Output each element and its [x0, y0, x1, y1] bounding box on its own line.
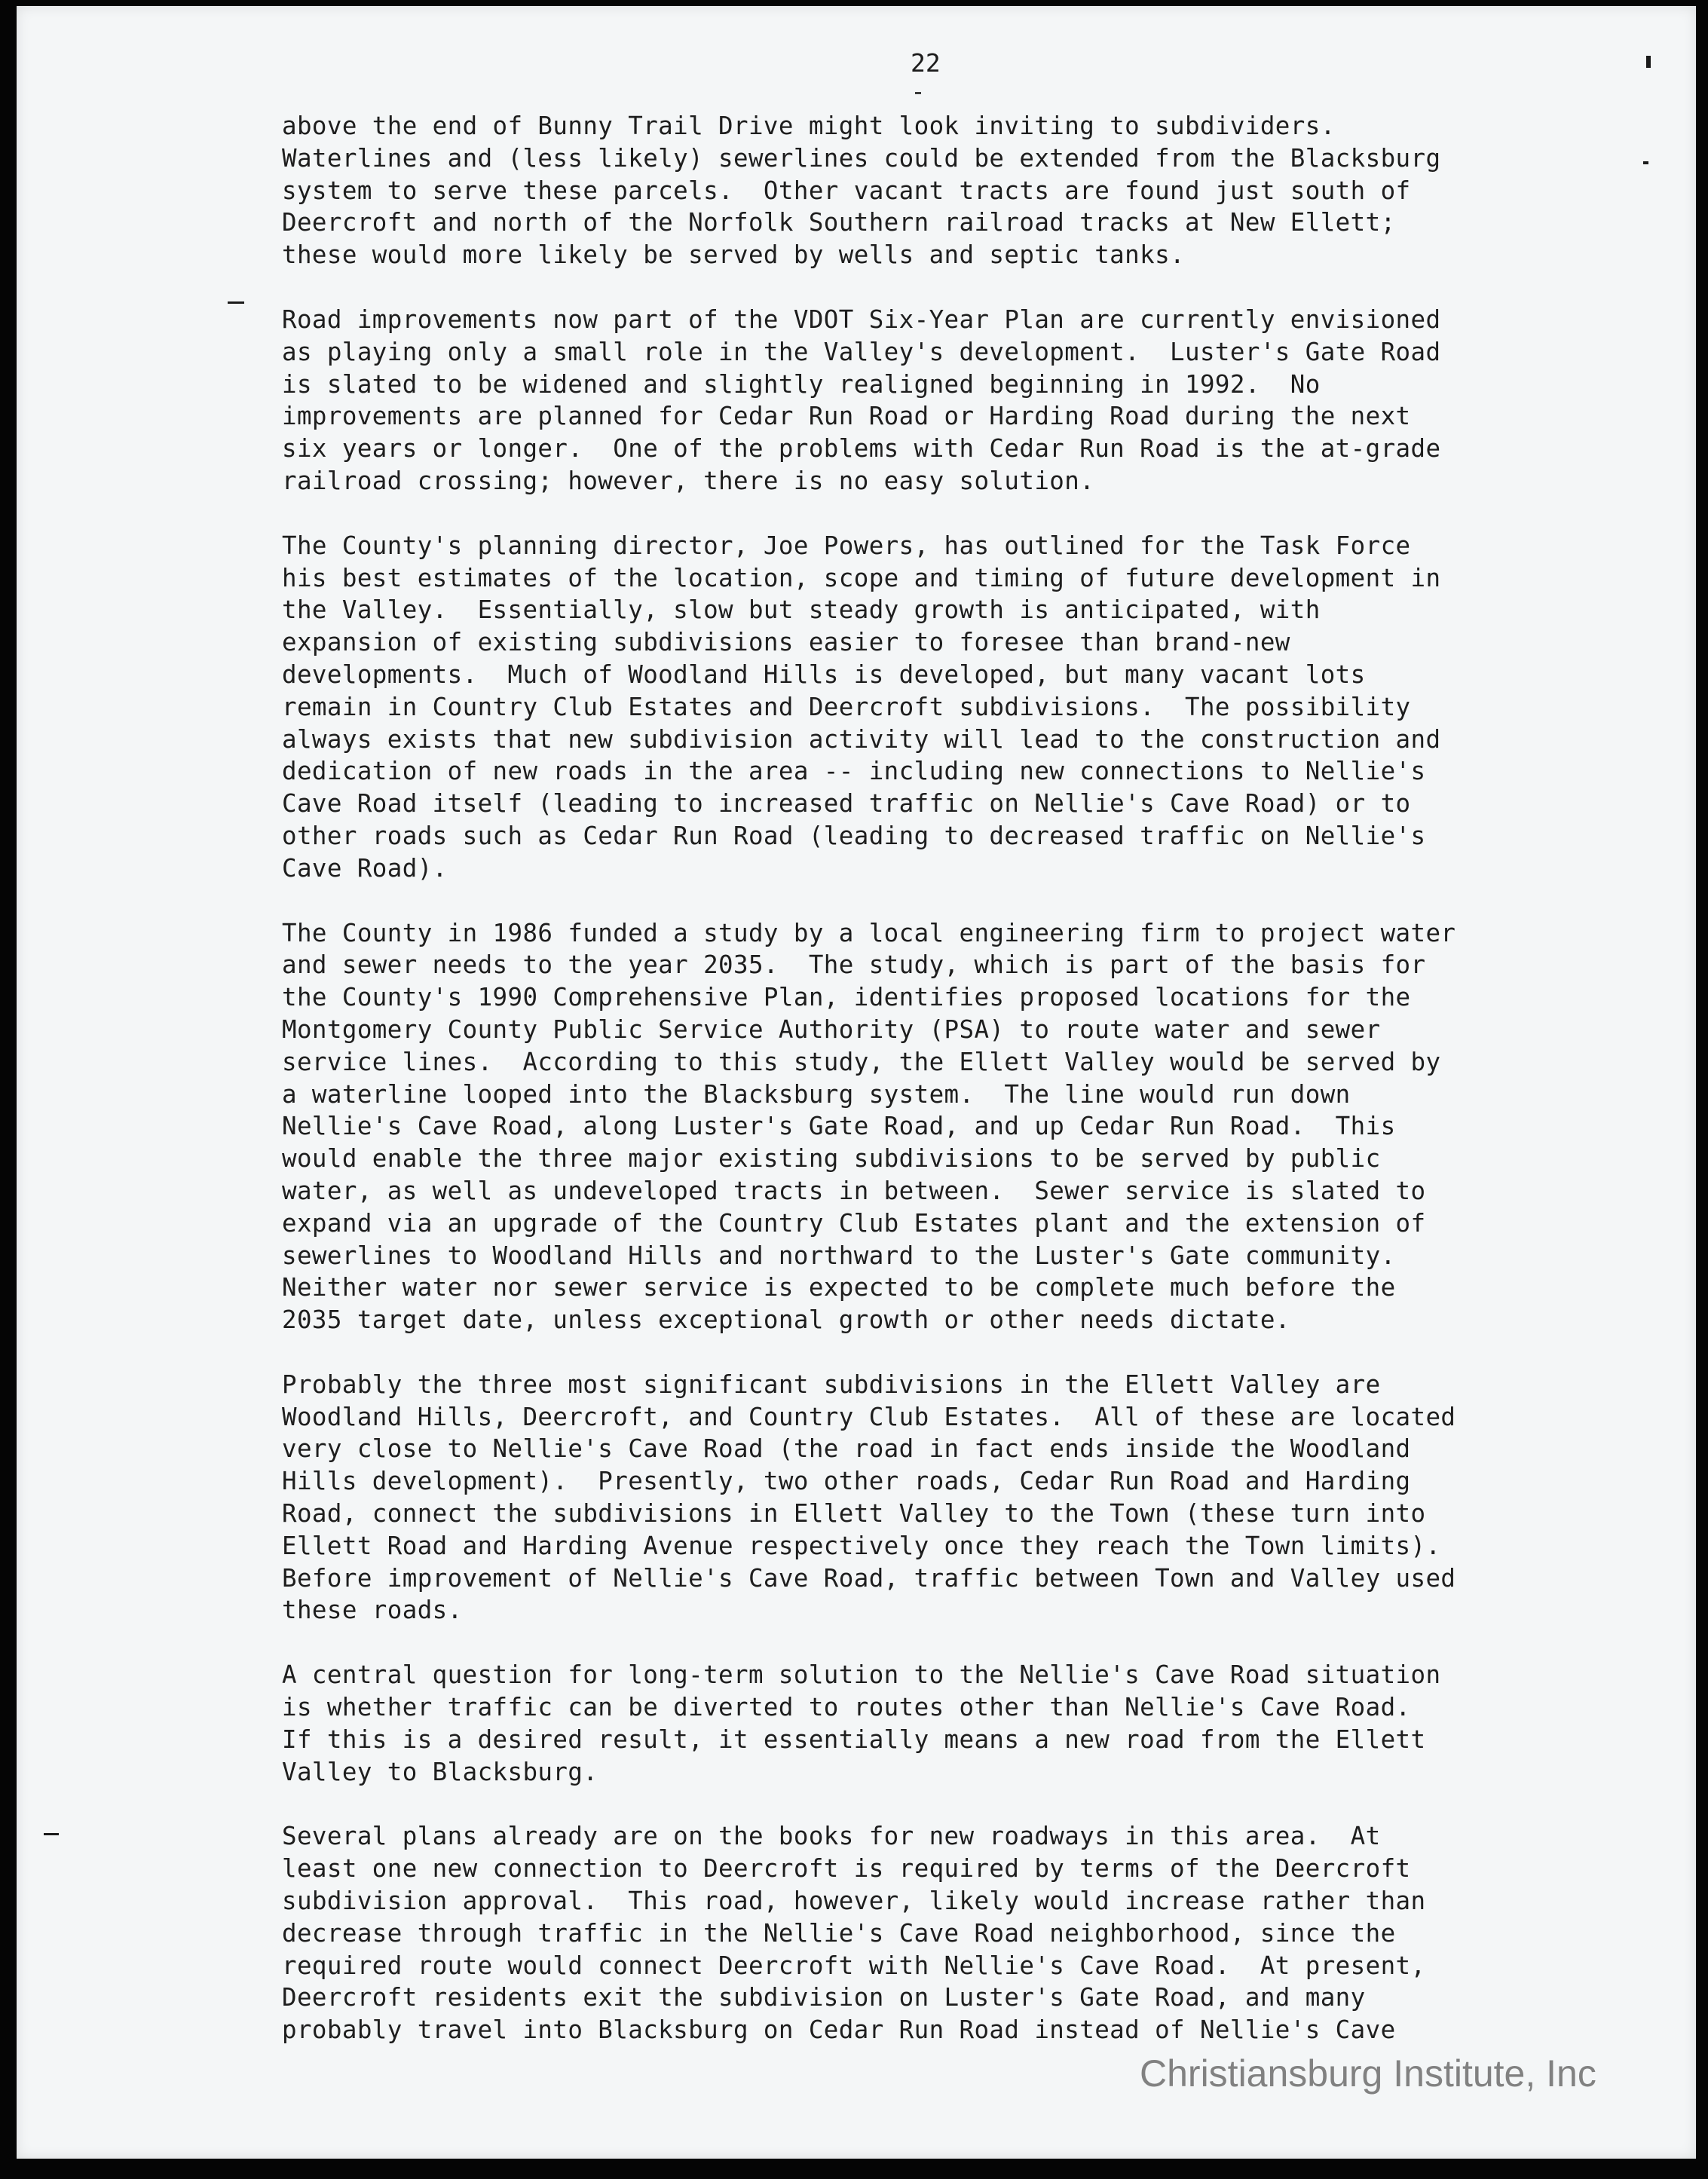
scan-speck	[1646, 56, 1651, 68]
scan-speck	[44, 1833, 59, 1835]
paragraph: The County in 1986 funded a study by a local engineering firm to project water and sewer needs to the year 2035. The study, which is part of the basis for the County's 1990 Comprehensive Plan, identifies proposed locations for the Montgomery County Public Service Authority (PSA) to route water and sewer service lines. According to this study, the Ellett Valley would be served by a waterline looped into the Blacksburg system. The line would run down Nellie's Cave Road, along Luster's Gate Road, and up Cedar Run Road. This would enable the three major existing subdivisions to be served by public water, as well as undeveloped tracts in between. Sewer service is slated to expand via an upgrade of the Country Club Estates plant and the extension of sewerlines to Woodland Hills and northward to the Luster's Gate community. Neither water nor sewer service is expected to be complete much before the 2035 target date, unless exceptional growth or other needs dictate.	[282, 918, 1456, 1335]
paragraph: The County's planning director, Joe Powers, has outlined for the Task Force his best estimates of the location, scope and timing of future development in the Valley. Essentially, slow but steady growth is anticipated, with expansion of existing subdivisions easier to foresee than brand-new developments. Much of Woodland Hills is developed, but many vacant lots remain in Country Club Estates and Deercroft subdivisions. The possibility always exists that new subdivision activity will lead to the construction and dedication of new roads in the area -- including new connections to Nellie's Cave Road itself (leading to increased traffic on Nellie's Cave Road) or to other roads such as Cedar Run Road (leading to decreased traffic on Nellie's Cave Road).	[282, 531, 1441, 883]
page-number-mark	[915, 92, 921, 94]
paragraph: Several plans already are on the books for new roadways in this area. At least one new connection to Deercroft is required by terms of the Deercroft subdivision approval. This road, however, likely would increase rather than decrease through traffic in the Nellie's Cave Road neighborhood, since the required route would connect Deercroft with Nellie's Cave Road. At present, Deercroft residents exit the subdivision on Luster's Gate Road, and many probably travel into Blacksburg on Cedar Run Road instead of Nellie's Cave	[282, 1822, 1426, 2045]
page-number: 22	[911, 48, 941, 78]
scan-speck	[1643, 161, 1648, 164]
body-text	[282, 110, 1563, 2079]
scan-speck	[228, 301, 244, 304]
paper-sheet	[17, 6, 1696, 2159]
paragraph: above the end of Bunny Trail Drive might look inviting to subdividers. Waterlines and (less likely) sewerlines could be extended from the Blacksburg system to serve these parcels. Other vacant tracts are found just south of Deercroft and north of the Norfolk Southern railroad tracks at New Ellett; these would more likely be served by wells and septic tanks.	[282, 112, 1441, 270]
watermark: Christiansburg Institute, Inc	[1140, 2052, 1596, 2095]
paragraph: Probably the three most significant subdivisions in the Ellett Valley are Woodland Hills, Deercroft, and Country Club Estates. All of these are located very close to Nellie's Cave Road (the road in fact ends inside the Woodland Hills development). Presently, two other roads, Cedar Run Road and Harding Road, connect the subdivisions in Ellett Valley to the Town (these turn into Ellett Road and Harding Avenue respectively once they reach the Town limits). Before improvement of Nellie's Cave Road, traffic between Town and Valley used these roads.	[282, 1370, 1456, 1625]
paragraph: Road improvements now part of the VDOT Six-Year Plan are currently envisioned as playing only a small role in the Valley's development. Luster's Gate Road is slated to be widened and slightly realigned beginning in 1992. No improvements are planned for Cedar Run Road or Harding Road during the next six years or longer. One of the problems with Cedar Run Road is the at-grade railroad crossing; however, there is no easy solution.	[282, 305, 1441, 495]
paragraph: A central question for long-term solution to the Nellie's Cave Road situation is whether traffic can be diverted to routes other than Nellie's Cave Road. If this is a desired result, it essentially means a new road from the Ellett Valley to Blacksburg.	[282, 1660, 1441, 1786]
